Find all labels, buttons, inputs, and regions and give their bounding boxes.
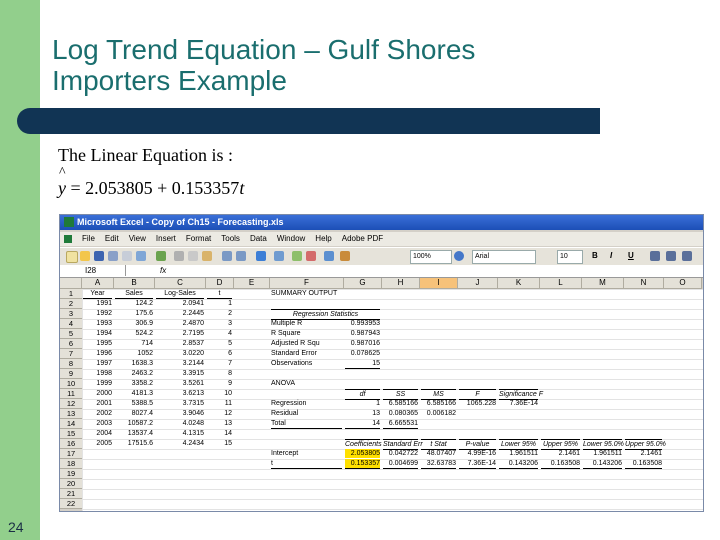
cell[interactable]: t [271, 459, 342, 469]
cell[interactable]: 1 [228, 300, 232, 307]
cell[interactable]: Residual [271, 410, 299, 417]
column-header-g[interactable]: G [344, 278, 382, 289]
row-header-1[interactable]: 1 [60, 289, 82, 299]
equation-hat: ^ [59, 165, 66, 180]
cell[interactable]: F [459, 389, 496, 400]
zoom-select[interactable]: 100% [410, 250, 452, 264]
font-select[interactable]: Arial [472, 250, 536, 264]
cell[interactable]: 2.0941 [182, 300, 204, 307]
title-underline-bar [17, 108, 600, 134]
title-area [40, 0, 720, 108]
cell[interactable]: 2.4870 [182, 320, 204, 327]
cell[interactable]: 175.6 [135, 310, 153, 317]
select-all-corner[interactable] [60, 278, 82, 289]
cell[interactable]: 2.8537 [182, 340, 204, 347]
cell[interactable]: 6.665531 [383, 419, 418, 429]
menu-file[interactable]: File [82, 234, 95, 243]
slide-title: Log Trend Equation – Gulf Shores Importers Example [52, 34, 476, 96]
cell[interactable]: SS [383, 389, 418, 400]
cell[interactable]: P-value [459, 439, 496, 450]
paste-icon[interactable] [202, 251, 212, 261]
row-header-18[interactable]: 18 [60, 459, 82, 469]
cell[interactable]: 3.0220 [182, 350, 204, 357]
cell[interactable]: 5388.5 [131, 400, 153, 407]
menu-adobe-pdf[interactable]: Adobe PDF [341, 234, 384, 243]
cell[interactable]: 2463.2 [131, 370, 153, 377]
cell[interactable]: 124.2 [135, 300, 153, 307]
cell[interactable]: 0.080365 [388, 410, 418, 417]
window-title: Microsoft Excel - Copy of Ch15 - Forecasting.xls [77, 217, 284, 227]
cell[interactable]: 7.36E-14 [509, 400, 538, 407]
row-header-13[interactable]: 13 [60, 409, 82, 419]
workbook-icon[interactable] [64, 235, 72, 243]
cell[interactable]: 2 [228, 310, 232, 317]
column-header-n[interactable]: N [624, 278, 664, 289]
cell[interactable]: 3.2144 [182, 360, 204, 367]
cell[interactable]: 3.7315 [182, 400, 204, 407]
cell[interactable]: R Square [271, 330, 301, 337]
menu-data[interactable]: Data [249, 234, 267, 243]
cell[interactable]: 13537.4 [127, 430, 153, 437]
cell[interactable]: 1994 [96, 330, 112, 337]
cell[interactable]: 6 [228, 350, 232, 357]
cell[interactable]: 3358.2 [131, 380, 153, 387]
cell[interactable]: 0.163508 [541, 459, 580, 469]
cell[interactable]: 3.9046 [182, 410, 204, 417]
menu-insert[interactable]: Insert [155, 234, 176, 243]
name-box[interactable]: I28 [82, 265, 126, 276]
new-icon[interactable] [66, 251, 78, 263]
column-header-j[interactable]: J [458, 278, 498, 289]
cell[interactable]: df [345, 389, 380, 400]
column-header-i[interactable]: I [420, 278, 458, 289]
cell[interactable]: 3.6213 [182, 390, 204, 397]
menu-edit[interactable]: Edit [104, 234, 119, 243]
cell[interactable]: 1638.3 [131, 360, 153, 367]
cell[interactable]: 1997 [96, 360, 112, 367]
cell[interactable]: 14 [224, 430, 232, 437]
excel-window[interactable] [59, 214, 704, 512]
cell[interactable]: 14 [345, 419, 380, 429]
cell[interactable]: 306.9 [135, 320, 153, 327]
cell[interactable]: 4.99E-16 [467, 450, 496, 457]
cell[interactable]: 1993 [96, 320, 112, 327]
row-header-14[interactable]: 14 [60, 419, 82, 429]
row-header-6[interactable]: 6 [60, 339, 82, 349]
cell[interactable]: 524.2 [135, 330, 153, 337]
cell[interactable]: 4.0248 [182, 420, 204, 427]
excel-title-bar[interactable] [60, 215, 703, 230]
align-center-icon[interactable] [666, 251, 676, 261]
cell[interactable]: 9 [228, 380, 232, 387]
cell[interactable]: 5 [228, 340, 232, 347]
cell[interactable]: 0.993953 [350, 320, 380, 327]
cut-icon[interactable] [174, 251, 184, 261]
cell[interactable]: 1.961511 [509, 450, 538, 457]
italic-button[interactable]: I [610, 251, 613, 260]
cell[interactable]: 0.004699 [383, 459, 418, 469]
bold-button[interactable]: B [592, 251, 598, 260]
cell[interactable]: 0.163508 [625, 459, 662, 469]
cell[interactable]: Observations [271, 360, 313, 367]
menu-window[interactable]: Window [276, 234, 306, 243]
drawing-icon[interactable] [340, 251, 350, 261]
cell[interactable]: 10587.2 [127, 420, 153, 427]
cell[interactable]: SUMMARY OUTPUT [271, 290, 338, 297]
cell[interactable]: 2.1461 [640, 450, 662, 457]
row-header-17[interactable]: 17 [60, 449, 82, 459]
cell[interactable]: 3 [228, 320, 232, 327]
cell[interactable]: 15 [345, 359, 380, 369]
copy-icon[interactable] [188, 251, 198, 261]
cell[interactable]: Regression Statistics [271, 309, 380, 320]
toolbar [60, 247, 703, 265]
cell[interactable]: 0.143206 [583, 459, 622, 469]
cell[interactable]: 2.053805 [345, 449, 380, 458]
row-header-8[interactable]: 8 [60, 359, 82, 369]
cell[interactable]: 2005 [96, 440, 112, 447]
cell[interactable]: 2004 [96, 430, 112, 437]
cell[interactable]: t Stat [421, 439, 456, 450]
cell[interactable]: 0.987016 [350, 340, 380, 347]
cell[interactable]: 48.07407 [426, 450, 456, 457]
cell[interactable]: 2.1461 [558, 450, 580, 457]
cell[interactable]: Adjusted R Squ [271, 340, 320, 347]
cell[interactable]: 7.36E-14 [459, 459, 496, 469]
cell[interactable]: 714 [141, 340, 153, 347]
cell[interactable]: ANOVA [271, 380, 295, 387]
cell[interactable]: 1.961511 [593, 450, 622, 457]
menu-help[interactable]: Help [315, 234, 332, 243]
fx-icon[interactable]: fx [160, 266, 167, 275]
row-header-11[interactable]: 11 [60, 389, 82, 399]
cell[interactable]: 8 [228, 370, 232, 377]
cell[interactable]: Standard Error [271, 350, 317, 357]
row-header-2[interactable]: 2 [60, 299, 82, 309]
row-header-3[interactable]: 3 [60, 309, 82, 319]
row-header-5[interactable]: 5 [60, 329, 82, 339]
decorative-left-bar [0, 0, 40, 540]
cell[interactable]: 2.2445 [182, 310, 204, 317]
cell[interactable]: Lower 95.0% [583, 441, 624, 448]
row-header-12[interactable]: 12 [60, 399, 82, 409]
cell[interactable]: Sales [115, 289, 153, 299]
cell[interactable]: 8027.4 [131, 410, 153, 417]
cell[interactable]: 1995 [96, 340, 112, 347]
cell[interactable]: 0.078625 [350, 350, 380, 357]
column-header-k[interactable]: K [498, 278, 540, 289]
hyperlink-icon[interactable] [256, 251, 266, 261]
cell[interactable]: 32.63783 [421, 459, 456, 469]
cell[interactable]: 1992 [96, 310, 112, 317]
formula-bar [60, 265, 703, 278]
open-icon[interactable] [80, 251, 90, 261]
cell[interactable]: 1 [376, 400, 380, 407]
cell[interactable]: Intercept [271, 450, 299, 457]
cell[interactable]: 2003 [96, 420, 112, 427]
cell[interactable]: 7 [228, 360, 232, 367]
cell[interactable]: Regression [271, 400, 307, 407]
row-header-7[interactable]: 7 [60, 349, 82, 359]
row-header-15[interactable]: 15 [60, 429, 82, 439]
cell[interactable]: 2000 [96, 390, 112, 397]
save-icon[interactable] [94, 251, 104, 261]
cell[interactable]: Log-Sales [156, 289, 204, 299]
equation-rhs: = 2.053805 + 0.153357 [66, 178, 240, 198]
cell[interactable]: Lower 95% [500, 441, 537, 448]
cell[interactable]: 1065.228 [466, 400, 496, 407]
cell[interactable]: Upper 95.0% [625, 441, 666, 448]
cell[interactable]: Coefficients [345, 441, 382, 448]
cell[interactable]: 0.006182 [426, 410, 456, 417]
column-header-h[interactable]: H [382, 278, 420, 289]
cell[interactable]: 0.143206 [499, 459, 538, 469]
row-header-22[interactable]: 22 [60, 499, 82, 509]
column-header-m[interactable]: M [582, 278, 624, 289]
cell[interactable]: 2002 [96, 410, 112, 417]
cell[interactable]: 10 [224, 390, 232, 397]
cell[interactable]: t [207, 289, 232, 299]
menu-view[interactable]: View [128, 234, 146, 243]
help-icon[interactable] [454, 251, 464, 261]
cell[interactable]: 13 [224, 420, 232, 427]
column-header-b[interactable]: B [114, 278, 155, 289]
cell[interactable]: 2001 [96, 400, 112, 407]
row-header-4[interactable]: 4 [60, 319, 82, 329]
column-header-c[interactable]: C [155, 278, 206, 289]
column-header-o[interactable]: O [664, 278, 702, 289]
cell[interactable]: 0.042722 [388, 450, 418, 457]
cell[interactable]: 13 [372, 410, 380, 417]
spelling-icon[interactable] [156, 251, 166, 261]
cell[interactable]: 4.2434 [182, 440, 204, 447]
menu-tools[interactable]: Tools [221, 234, 240, 243]
column-header-l[interactable]: L [540, 278, 582, 289]
cell[interactable]: Standard Err [383, 441, 423, 448]
undo-icon[interactable] [222, 251, 232, 261]
row-header-10[interactable]: 10 [60, 379, 82, 389]
slide-number: 24 [8, 519, 24, 535]
column-header-a[interactable]: A [82, 278, 114, 289]
cell[interactable]: 11 [224, 400, 232, 407]
cell[interactable]: 3.3915 [182, 370, 204, 377]
redo-icon[interactable] [236, 251, 246, 261]
cell[interactable]: 1996 [96, 350, 112, 357]
cell[interactable]: 0.153357 [345, 459, 380, 469]
underline-button[interactable]: U [628, 251, 634, 260]
column-header-f[interactable]: F [270, 278, 344, 289]
cell[interactable]: 12 [224, 410, 232, 417]
row-header-20[interactable]: 20 [60, 479, 82, 489]
chart-wizard-icon[interactable] [324, 251, 334, 261]
cell[interactable]: 1999 [96, 380, 112, 387]
equation-heading: The Linear Equation is : [58, 145, 233, 165]
cell[interactable]: 2.7195 [182, 330, 204, 337]
equation-lhs: y [58, 178, 66, 198]
cell[interactable]: Significance F [499, 391, 543, 398]
cell[interactable]: 15 [224, 440, 232, 447]
menu-bar [60, 232, 703, 246]
cell[interactable]: Year [83, 289, 112, 299]
column-header-d[interactable]: D [206, 278, 234, 289]
cell[interactable]: 1052 [137, 350, 153, 357]
excel-app-icon [64, 217, 74, 227]
cell[interactable]: Multiple R [271, 320, 303, 327]
row-header-9[interactable]: 9 [60, 369, 82, 379]
cell[interactable]: 17515.6 [127, 440, 153, 447]
align-left-icon[interactable] [650, 251, 660, 261]
cell[interactable]: 4181.3 [131, 390, 153, 397]
row-header-16[interactable]: 16 [60, 439, 82, 449]
sort-descending-icon[interactable] [306, 251, 316, 261]
trend-equation [58, 165, 245, 199]
equation-var: t [239, 178, 245, 198]
cell[interactable]: 6.585166 [388, 400, 418, 407]
cell[interactable]: 0.987943 [350, 330, 380, 337]
cell[interactable]: 3.5261 [182, 380, 204, 387]
cell[interactable]: Total [271, 419, 342, 429]
cell[interactable]: 4 [228, 330, 232, 337]
cell[interactable]: 4.1315 [182, 430, 204, 437]
print-icon[interactable] [122, 251, 132, 261]
print-preview-icon[interactable] [136, 251, 146, 261]
row-header-21[interactable]: 21 [60, 489, 82, 499]
cell[interactable]: 1991 [96, 300, 112, 307]
cell[interactable]: Upper 95% [542, 441, 579, 448]
autosum-icon[interactable] [274, 251, 284, 261]
menu-format[interactable]: Format [185, 234, 212, 243]
cell[interactable]: 6.585166 [426, 400, 456, 407]
row-header-19[interactable]: 19 [60, 469, 82, 479]
column-header-e[interactable]: E [234, 278, 270, 289]
cell[interactable]: 1998 [96, 370, 112, 377]
sort-ascending-icon[interactable] [292, 251, 302, 261]
permission-icon[interactable] [108, 251, 118, 261]
cell[interactable]: MS [421, 389, 456, 400]
align-right-icon[interactable] [682, 251, 692, 261]
font-size-select[interactable]: 10 [557, 250, 583, 264]
